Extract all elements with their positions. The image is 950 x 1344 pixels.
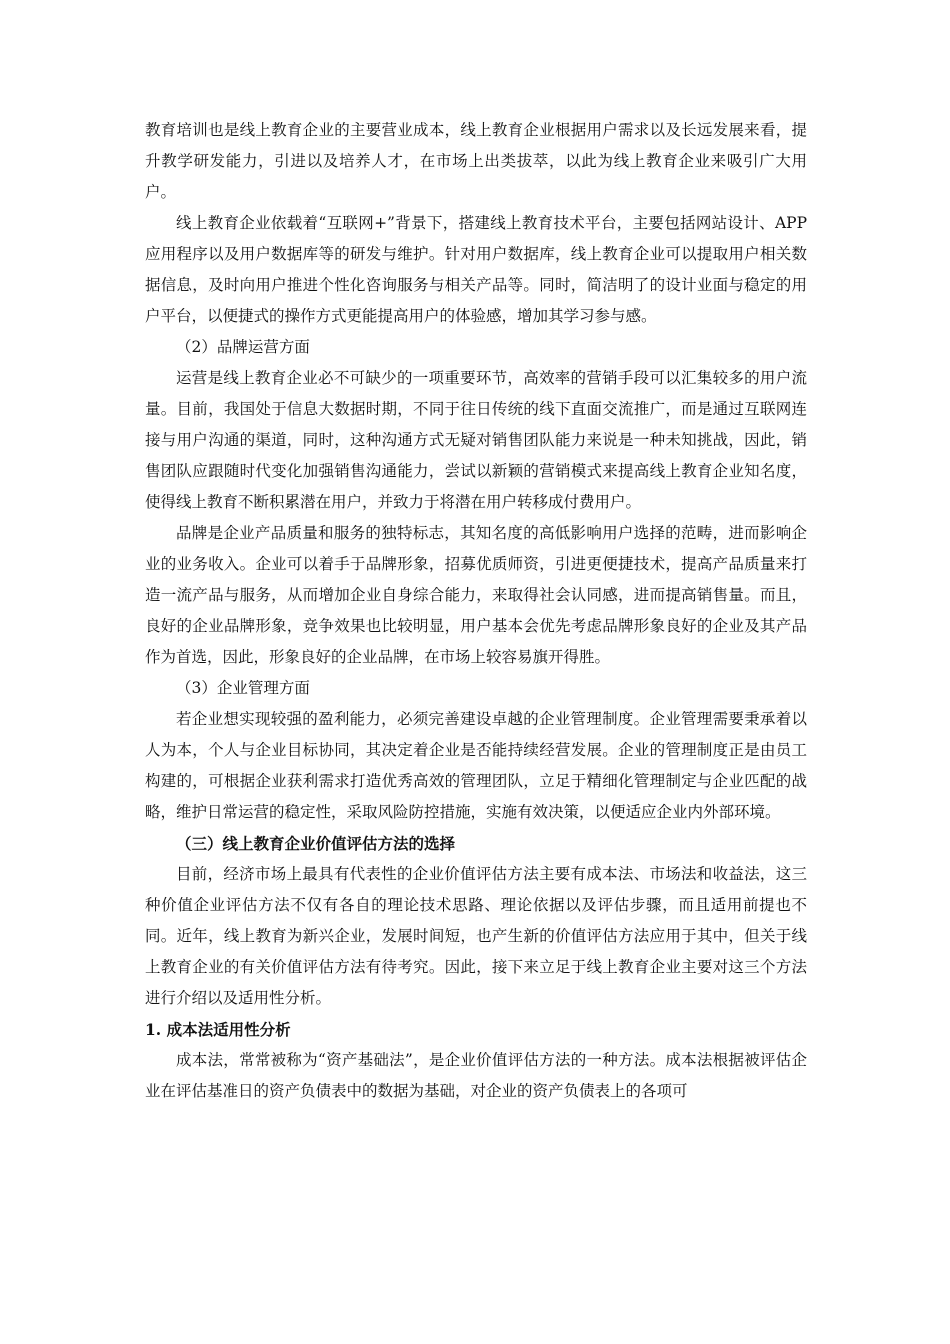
paragraph-valuation-methods: 目前，经济市场上最具有代表性的企业价值评估方法主要有成本法、市场法和收益法，这三种价值企业评估方法不仅有各自的理论技术思路、理论依据以及评估步骤，而且适用前提也不同。近年，线上教育为新兴企业，发展时间短，也产生新的价值评估方法应用于其中，但关于线上教育企业的有关价值评估方法有待考究。因此，接下来立足于线上教育企业主要对这三个方法进行介绍以及适用性分析。: [145, 865, 807, 1007]
paragraph-management: 若企业想实现较强的盈利能力，必须完善建设卓越的企业管理制度。企业管理需要秉承着以人为本，个人与企业目标协同，其决定着企业是否能持续经营发展。企业的管理制度正是由员工构建的，可根据企业获利需求打造优秀高效的管理团队，立足于精细化管理制定与企业匹配的战略，维护日常运营的稳定性，采取风险防控措施，实施有效决策，以便适应企业内外部环境。: [145, 710, 807, 821]
subheading-enterprise-management: （3）企业管理方面: [176, 679, 310, 697]
subheading-brand-operation: （2）品牌运营方面: [176, 338, 310, 356]
paragraph-tech-platform: 线上教育企业依载着“互联网+”背景下，搭建线上教育技术平台，主要包括网站设计、APP应用程序以及用户数据库等的研发与维护。针对用户数据库，线上教育企业可以提取用户相关数据信息，及时向用户推进个性化咨询服务与相关产品等。同时，简洁明了的设计业面与稳定的用户平台，以便捷式的操作方式更能提高用户的体验感，增加其学习参与感。: [145, 214, 807, 325]
section-heading-valuation-method: （三）线上教育企业价值评估方法的选择: [176, 834, 456, 853]
section-heading-cost-method: 1. 成本法适用性分析: [145, 1020, 291, 1039]
paragraph-cost-method: 成本法，常常被称为“资产基础法”，是企业价值评估方法的一种方法。成本法根据被评估企业在评估基准日的资产负债表中的数据为基础，对企业的资产负债表上的各项可: [145, 1051, 807, 1100]
paragraph-brand: 品牌是企业产品质量和服务的独特标志，其知名度的高低影响用户选择的范畴，进而影响企业的业务收入。企业可以着手于品牌形象，招募优质师资，引进更便捷技术，提高产品质量来打造一流产品与服务，从而增加企业自身综合能力，来取得社会认同感，进而提高销售量。而且，良好的企业品牌形象，竞争效果也比较明显，用户基本会优先考虑品牌形象良好的企业及其产品作为首选，因此，形象良好的企业品牌，在市场上较容易旗开得胜。: [145, 524, 807, 666]
document-page: [145, 115, 807, 1107]
paragraph-training-cost: 教育培训也是线上教育企业的主要营业成本，线上教育企业根据用户需求以及长远发展来看，提升教学研发能力，引进以及培养人才，在市场上出类拔萃，以此为线上教育企业来吸引广大用户。: [145, 121, 807, 201]
paragraph-operation: 运营是线上教育企业必不可缺少的一项重要环节，高效率的营销手段可以汇集较多的用户流量。目前，我国处于信息大数据时期，不同于往日传统的线下直面交流推广，而是通过互联网连接与用户沟通的渠道，同时，这种沟通方式无疑对销售团队能力来说是一种未知挑战，因此，销售团队应跟随时代变化加强销售沟通能力，尝试以新颖的营销模式来提高线上教育企业知名度，使得线上教育不断积累潜在用户，并致力于将潜在用户转移成付费用户。: [145, 369, 807, 511]
